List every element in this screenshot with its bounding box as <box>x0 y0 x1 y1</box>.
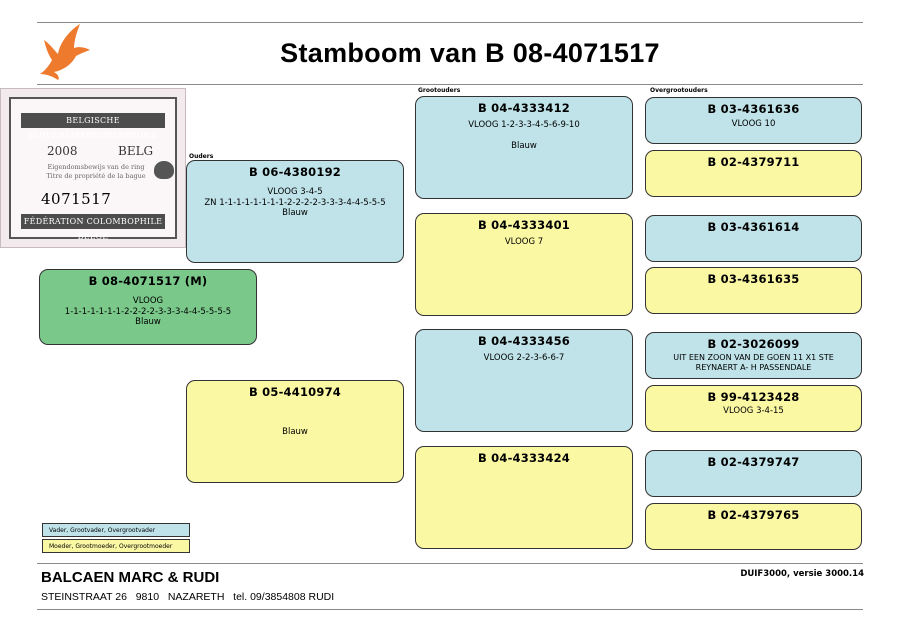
ring-number: B 04-4333401 <box>478 218 570 232</box>
pigeon-card-great-grandparent[interactable] <box>645 215 862 262</box>
label-parents: Ouders <box>189 153 214 160</box>
ring-number: B 03-4361635 <box>707 272 800 286</box>
ring-certificate <box>0 88 186 248</box>
ring-number: B 04-4333412 <box>478 101 570 115</box>
pigeon-card-subject[interactable] <box>39 269 257 345</box>
certificate-band-bottom: FÉDÉRATION COLOMBOPHILE BELGE <box>21 214 165 229</box>
pigeon-card-great-grandparent[interactable] <box>645 97 862 144</box>
certificate-country: BELG <box>118 144 154 158</box>
pigeon-note: VLOOG 3-4-5 <box>267 187 323 197</box>
ring-number: B 04-4333424 <box>478 451 570 465</box>
pigeon-card-father[interactable] <box>186 160 404 263</box>
top-rule <box>37 22 863 23</box>
pigeon-note: UIT EEN ZOON VAN DE GOEN 11 X1 STE <box>673 353 834 362</box>
pigeon-note: REYNAERT A- H PASSENDALE <box>695 363 812 372</box>
label-grandparents: Grootouders <box>418 87 461 94</box>
ring-number: B 02-4379711 <box>707 155 800 169</box>
owner-name: BALCAEN MARC & RUDI <box>41 569 220 586</box>
ring-number: B 08-4071517 (M) <box>88 274 208 288</box>
pigeon-card-great-grandparent[interactable] <box>645 503 862 550</box>
pigeon-note: VLOOG 1-2-3-3-4-5-6-9-10 <box>468 120 580 130</box>
pigeon-note: Blauw <box>282 208 308 218</box>
pigeon-card-great-grandparent[interactable] <box>645 385 862 432</box>
ring-number: B 05-4410974 <box>249 385 341 399</box>
pigeon-note: Blauw <box>135 317 161 327</box>
pigeon-note: Blauw <box>511 140 537 151</box>
pigeon-card-great-grandparent[interactable] <box>645 332 862 379</box>
crest-icon <box>154 161 174 179</box>
ring-number: B 02-4379765 <box>707 508 800 522</box>
pigeon-note: VLOOG 7 <box>504 237 544 247</box>
certificate-year: 2008 <box>47 144 78 158</box>
ring-number: B 03-4361636 <box>707 102 800 116</box>
pigeon-note: VLOOG <box>132 296 164 306</box>
owner-address: STEINSTRAAT 26 9810 NAZARETH tel. 09/3854808 RUDI <box>41 591 335 603</box>
ring-number: B 03-4361614 <box>707 220 800 234</box>
pigeon-card-grandfather-paternal[interactable] <box>415 96 633 199</box>
pigeon-card-great-grandparent[interactable] <box>645 150 862 197</box>
pigeon-note: VLOOG 10 <box>731 119 776 129</box>
pigeon-note: 1-1-1-1-1-1-1-2-2-2-2-3-3-3-4-4-5-5-5-5 <box>64 306 232 317</box>
ring-number: B 02-4379747 <box>707 455 800 469</box>
ring-number: B 04-4333456 <box>478 334 570 348</box>
pigeon-note: ZN 1-1-1-1-1-1-1-1-2-2-2-2-3-3-3-4-4-5-5-5 <box>204 197 386 208</box>
pigeon-card-grandmother-maternal[interactable] <box>415 446 633 549</box>
pigeon-card-mother[interactable] <box>186 380 404 483</box>
certificate-line-2: Titre de propriété de la bague <box>46 172 146 180</box>
footer-rule-bottom <box>37 609 863 610</box>
certificate-band-top: BELGISCHE DUIVENLIEFHEBBERSBOND <box>21 113 165 128</box>
label-great-grandparents: Overgrootouders <box>650 87 708 94</box>
pigeon-card-great-grandparent[interactable] <box>645 267 862 314</box>
page-title: Stamboom van B 08-4071517 <box>280 38 660 68</box>
footer-rule-top <box>37 563 863 564</box>
pigeon-card-grandfather-maternal[interactable] <box>415 329 633 432</box>
certificate-line-1: Eigendomsbewijs van de ring <box>47 163 145 171</box>
pigeon-card-grandmother-paternal[interactable] <box>415 213 633 316</box>
pigeon-note: Blauw <box>282 427 308 437</box>
pigeon-card-great-grandparent[interactable] <box>645 450 862 497</box>
dove-logo-icon <box>36 20 98 82</box>
title-rule <box>37 84 863 85</box>
legend-male: Vader, Grootvader, Overgrootvader <box>42 523 190 537</box>
ring-number: B 06-4380192 <box>249 165 341 179</box>
ring-number: B 02-3026099 <box>707 337 800 351</box>
certificate-number: 4071517 <box>41 190 112 208</box>
legend-female: Moeder, Grootmoeder, Overgrootmoeder <box>42 539 190 553</box>
software-version: DUIF3000, versie 3000.14 <box>740 569 864 579</box>
pigeon-note: VLOOG 2-2-3-6-6-7 <box>483 353 565 363</box>
ring-number: B 99-4123428 <box>707 390 800 404</box>
pigeon-note: VLOOG 3-4-15 <box>723 406 784 416</box>
